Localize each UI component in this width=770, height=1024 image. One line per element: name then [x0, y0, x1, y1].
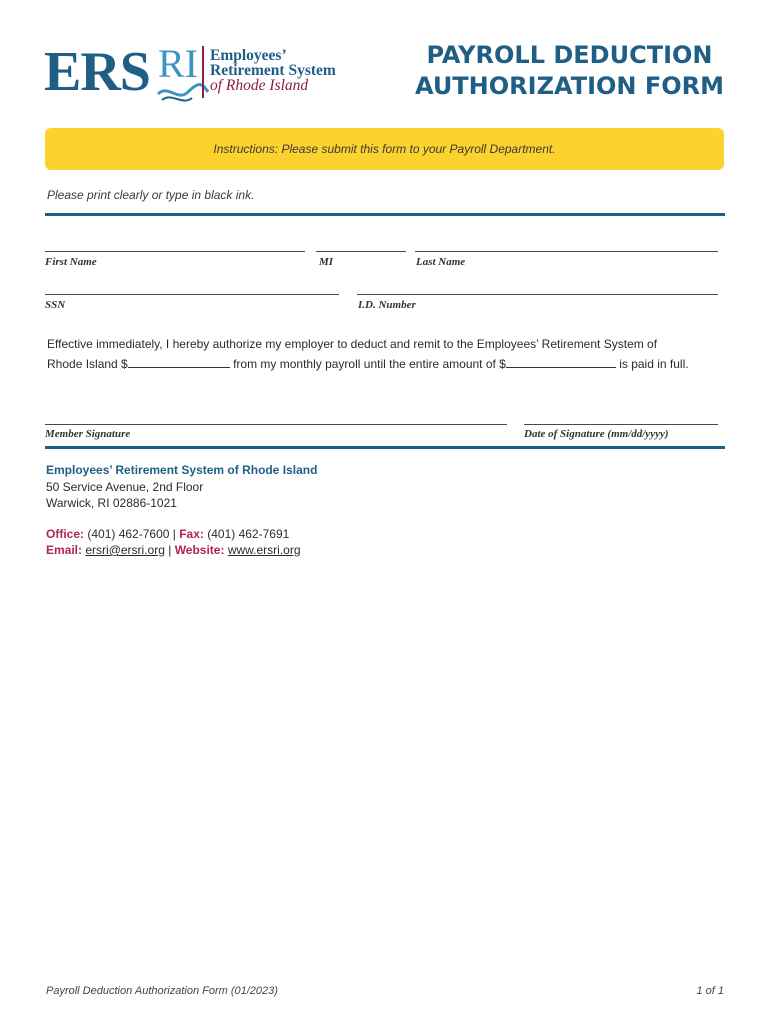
website-link[interactable]: www.ersri.org	[227, 543, 301, 557]
deduction-amount-field[interactable]	[128, 356, 230, 368]
date-of-signature-label: Date of Signature (mm/dd/yyyy)	[524, 428, 669, 440]
mi-label: MI	[319, 256, 334, 268]
authorization-part-b: from my monthly payroll until the entire amount of $	[229, 357, 506, 371]
fax-value: (401) 462-7691	[203, 527, 290, 541]
logo-wordmark	[210, 48, 336, 93]
authorization-part-c: is paid in full.	[615, 357, 689, 371]
first-name-label: First Name	[45, 256, 97, 268]
footer-page-number: 1 of 1	[696, 985, 724, 997]
form-title	[415, 40, 724, 102]
member-signature-field[interactable]	[45, 424, 507, 425]
instructions-text: Instructions: Please submit this form to your Payroll Department.	[213, 142, 556, 156]
ssn-field[interactable]	[45, 294, 339, 295]
office-label: Office:	[46, 527, 85, 541]
authorization-part-a: Rhode Island $	[47, 357, 128, 371]
instructions-banner	[45, 128, 724, 170]
logo-line-3: of Rhode Island	[210, 77, 309, 94]
ssn-label: SSN	[45, 299, 66, 311]
form-title-line-2: AUTHORIZATION FORM	[414, 72, 724, 100]
last-name-label: Last Name	[416, 256, 466, 268]
contact-separator: |	[164, 543, 175, 557]
logo-line-2: Retirement System	[210, 62, 336, 79]
footer-form-name: Payroll Deduction Authorization Form (01/2023)	[46, 985, 278, 997]
address-line-1: 50 Service Avenue, 2nd Floor	[46, 480, 204, 494]
print-note: Please print clearly or type in black ink.	[47, 188, 255, 202]
org-name: Employees’ Retirement System of Rhode Island	[46, 463, 318, 477]
website-label: Website:	[174, 543, 225, 557]
logo-ri-text: RI	[158, 41, 198, 86]
authorization-line-2	[47, 354, 737, 374]
address-line-2: Warwick, RI 02886-1021	[46, 496, 177, 510]
total-amount-field[interactable]	[506, 356, 616, 368]
email-link[interactable]: ersri@ersri.org	[85, 543, 165, 557]
section-divider	[45, 446, 725, 449]
logo-divider	[202, 46, 204, 98]
email-label: Email:	[46, 543, 83, 557]
office-value: (401) 462-7600 |	[84, 527, 180, 541]
form-title-line-1: PAYROLL DEDUCTION	[426, 41, 713, 69]
member-signature-label: Member Signature	[45, 428, 131, 440]
id-number-field[interactable]	[357, 294, 718, 295]
id-number-label: I.D. Number	[358, 299, 416, 311]
mi-field[interactable]	[316, 251, 406, 252]
fax-label: Fax:	[179, 527, 204, 541]
phone-line	[46, 526, 289, 542]
ersri-logo	[44, 42, 364, 104]
first-name-field[interactable]	[45, 251, 305, 252]
date-of-signature-field[interactable]	[524, 424, 718, 425]
web-line	[46, 542, 301, 558]
logo-ers-text: ERS	[44, 41, 150, 103]
last-name-field[interactable]	[415, 251, 718, 252]
authorization-paragraph	[47, 334, 737, 374]
authorization-line-1: Effective immediately, I hereby authorize my employer to deduct and remit to the Employees’ Retirement System of	[47, 337, 658, 351]
logo-line-1: Employees’	[210, 47, 287, 64]
section-divider	[45, 213, 725, 216]
